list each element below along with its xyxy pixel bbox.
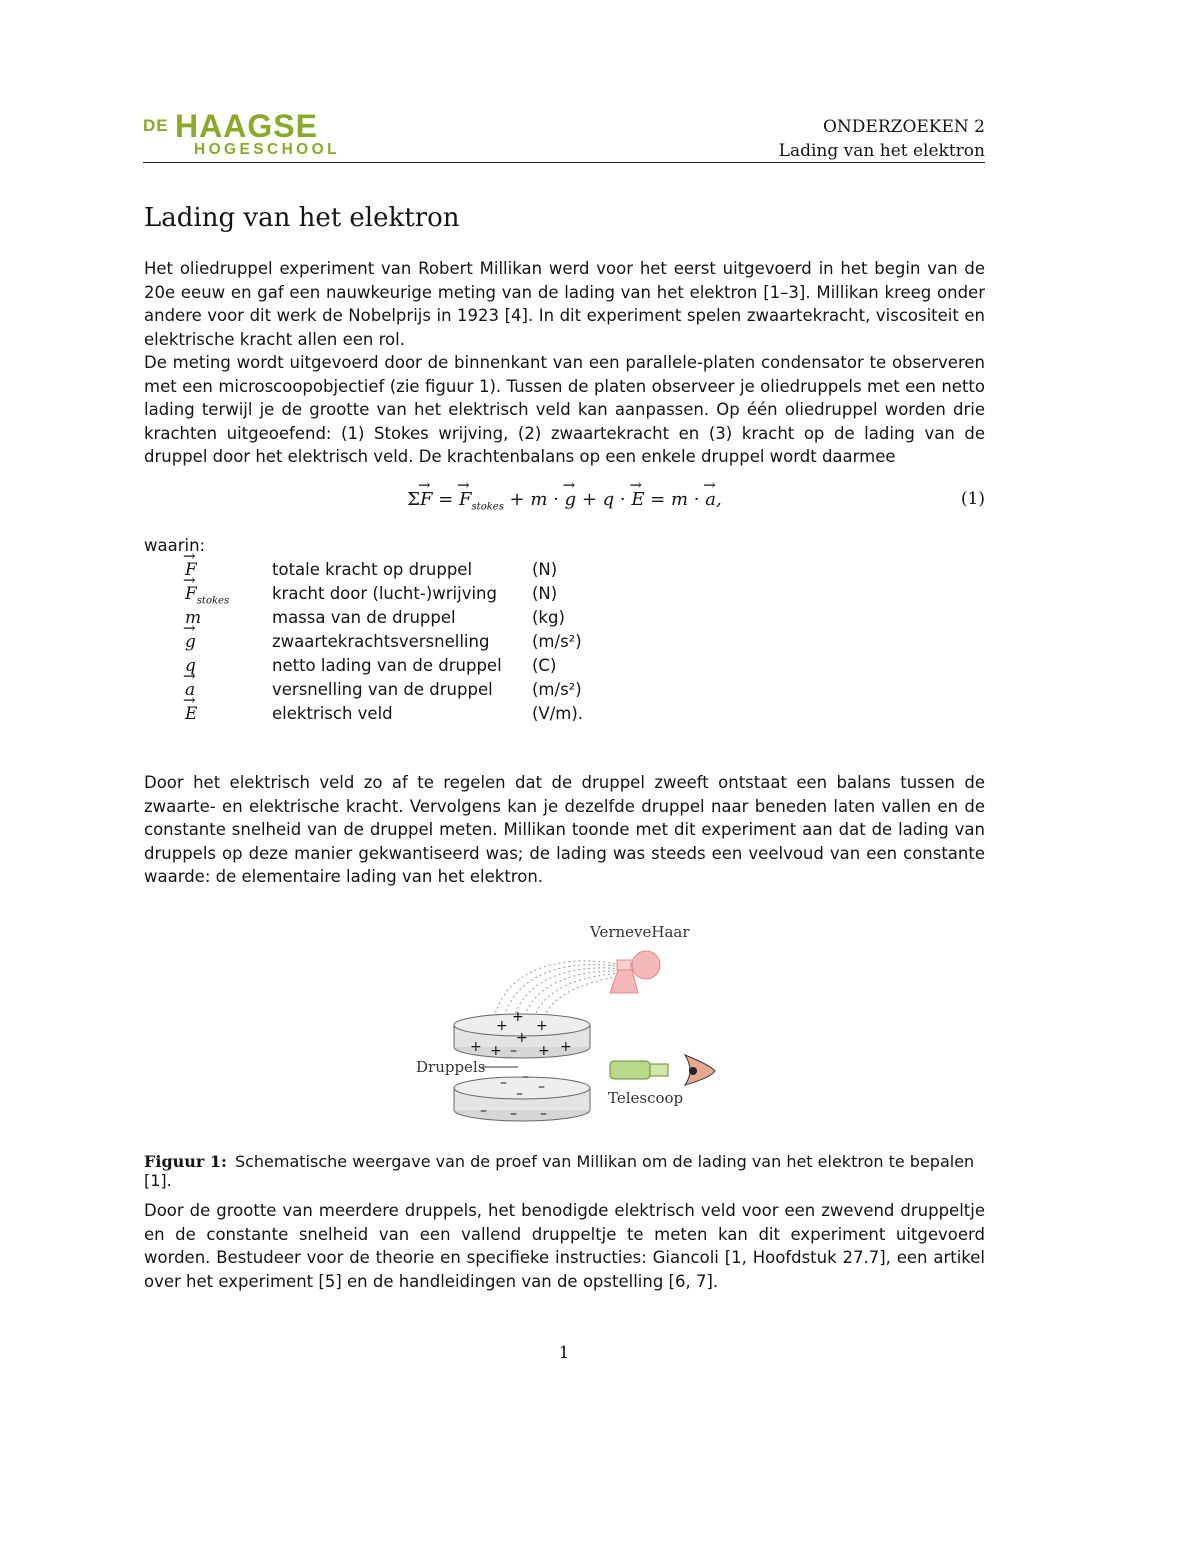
atomizer-label: VerneveHaar <box>590 923 690 941</box>
variable-unit: (N) <box>532 560 558 579</box>
svg-text:–: – <box>538 1079 545 1095</box>
intro-paragraph-2: De meting wordt uitgevoerd door de binnenkant van een parallele-platen condensator te observeren met een microscoopobjectief (zie figuur 1). Tussen de platen observeer je oliedruppels met een netto lading terwijl je de grootte van het elektrisch veld kan aanpassen. Op één oliedruppel worden drie krachten uitgeoefend: (1) Stokes wrijving, (2) zwaartekracht en (3) kracht op de lading van de druppel door het elektrisch veld. De krachtenbalans op een enkele druppel wordt daarmee <box>144 353 985 466</box>
equation-body: Σ→ F = → $F_{stokes} + m$ · → g + q · → E = m · → a, <box>144 489 985 513</box>
logo-hogeschool: HOGESCHOOL <box>194 141 340 158</box>
paragraph-3: Door het elektrisch veld zo af te regelen dat de druppel zweeft ontstaat een balans tussen de zwaarte- en elektrische kracht. Vervolgens kan je dezelfde druppel naar beneden laten vallen en de constante snelheid van de druppel meten. Millikan toonde met dit experiment aan dat de lading van druppels op deze manier gekwantiseerd was; de lading was steeds een veelvoud van een constante waarde: de elementaire lading van het elektron. <box>144 773 985 886</box>
svg-text:–: – <box>516 1086 523 1102</box>
variable-row <box>144 560 744 584</box>
page-number: 1 <box>558 1343 570 1363</box>
variable-description: totale kracht op druppel <box>272 560 473 579</box>
caption-label: Figuur 1: <box>144 1152 227 1171</box>
svg-text:+: + <box>470 1039 482 1055</box>
svg-text:–: – <box>522 1069 529 1085</box>
paragraph-4: Door de grootte van meerdere druppels, het benodigde elektrisch veld voor een zwevend druppeltje en de constante snelheid van een vallend druppeltje te meten kan dit experiment uitgevoerd worden. Bestudeer voor de theorie en specifieke instructies: Giancoli [1, Hoofdstuk 27.7], een artikel over het experiment [5] en de handleidingen van de opstelling [6, 7]. <box>144 1201 985 1291</box>
variable-description: massa van de druppel <box>272 608 456 627</box>
svg-text:+: + <box>516 1030 528 1046</box>
svg-text:+: + <box>490 1043 502 1059</box>
svg-text:+: + <box>496 1018 508 1034</box>
caption-text: Schematische weergave van de proef van Millikan om de lading van het elektron te bepalen [1]. <box>144 1152 975 1190</box>
variable-symbol: → $F_{stokes}$ <box>185 584 229 606</box>
variable-description: elektrisch veld <box>272 704 393 723</box>
variable-symbol: → E <box>185 704 197 724</box>
millikan-figure <box>410 915 740 1130</box>
svg-text:–: – <box>540 1106 547 1122</box>
page-title: Lading van het elektron <box>144 203 460 233</box>
header-course: ONDERZOEKEN 2 <box>822 117 985 137</box>
logo-de: DE <box>143 116 169 135</box>
force-balance-equation <box>144 485 985 519</box>
intro-paragraph-1: Het oliedruppel experiment van Robert Millikan werd voor het eerst uitgevoerd in het begin van de 20e eeuw en gaf een nauwkeurige meting van de lading van het elektron [1–3]. Millikan kreeg onder andere voor dit werk de Nobelprijs in 1923 [4]. In dit experiment spelen zwaartekracht, viscositeit en elektrische kracht allen een rol. <box>144 259 985 349</box>
variable-description: kracht door (lucht-)wrijving <box>272 584 497 603</box>
variable-row <box>144 656 744 680</box>
equation-number: (1) <box>960 489 985 509</box>
svg-text:+: + <box>512 1009 524 1025</box>
figure-caption <box>144 1152 985 1190</box>
variable-symbol: q <box>185 656 196 676</box>
svg-text:–: – <box>510 1043 517 1059</box>
telescope-label: Telescoop <box>608 1089 684 1107</box>
variable-unit: (m/s²) <box>532 680 582 699</box>
variable-unit: (N) <box>532 584 558 603</box>
variable-description: zwaartekrachtsversnelling <box>272 632 490 651</box>
where-label: waarin: <box>144 536 206 555</box>
variable-unit: (C) <box>532 656 557 675</box>
variable-description: versnelling van de druppel <box>272 680 493 699</box>
svg-text:–: – <box>510 1106 517 1122</box>
header-topic: Lading van het elektron <box>778 141 985 161</box>
variable-symbol: → F <box>185 560 197 580</box>
svg-text:+: + <box>560 1039 572 1055</box>
variable-row <box>144 704 744 728</box>
variable-row <box>144 608 744 632</box>
variable-symbol: m <box>185 608 202 628</box>
drops-label: Druppels <box>416 1058 486 1076</box>
variable-row <box>144 584 744 608</box>
variable-unit: (kg) <box>532 608 565 627</box>
variable-unit: (V/m). <box>532 704 584 723</box>
svg-text:–: – <box>480 1103 487 1119</box>
variable-unit: (m/s²) <box>532 632 582 651</box>
variable-row <box>144 680 744 704</box>
variable-row <box>144 632 744 656</box>
svg-text:–: – <box>500 1075 507 1091</box>
svg-text:+: + <box>538 1043 550 1059</box>
logo-haagse: HAAGSE <box>175 108 318 144</box>
variable-description: netto lading van de druppel <box>272 656 502 675</box>
variable-symbol: → g <box>185 632 196 652</box>
variable-symbol: → a <box>185 680 195 700</box>
header-rule <box>143 162 985 163</box>
svg-text:+: + <box>536 1018 548 1034</box>
